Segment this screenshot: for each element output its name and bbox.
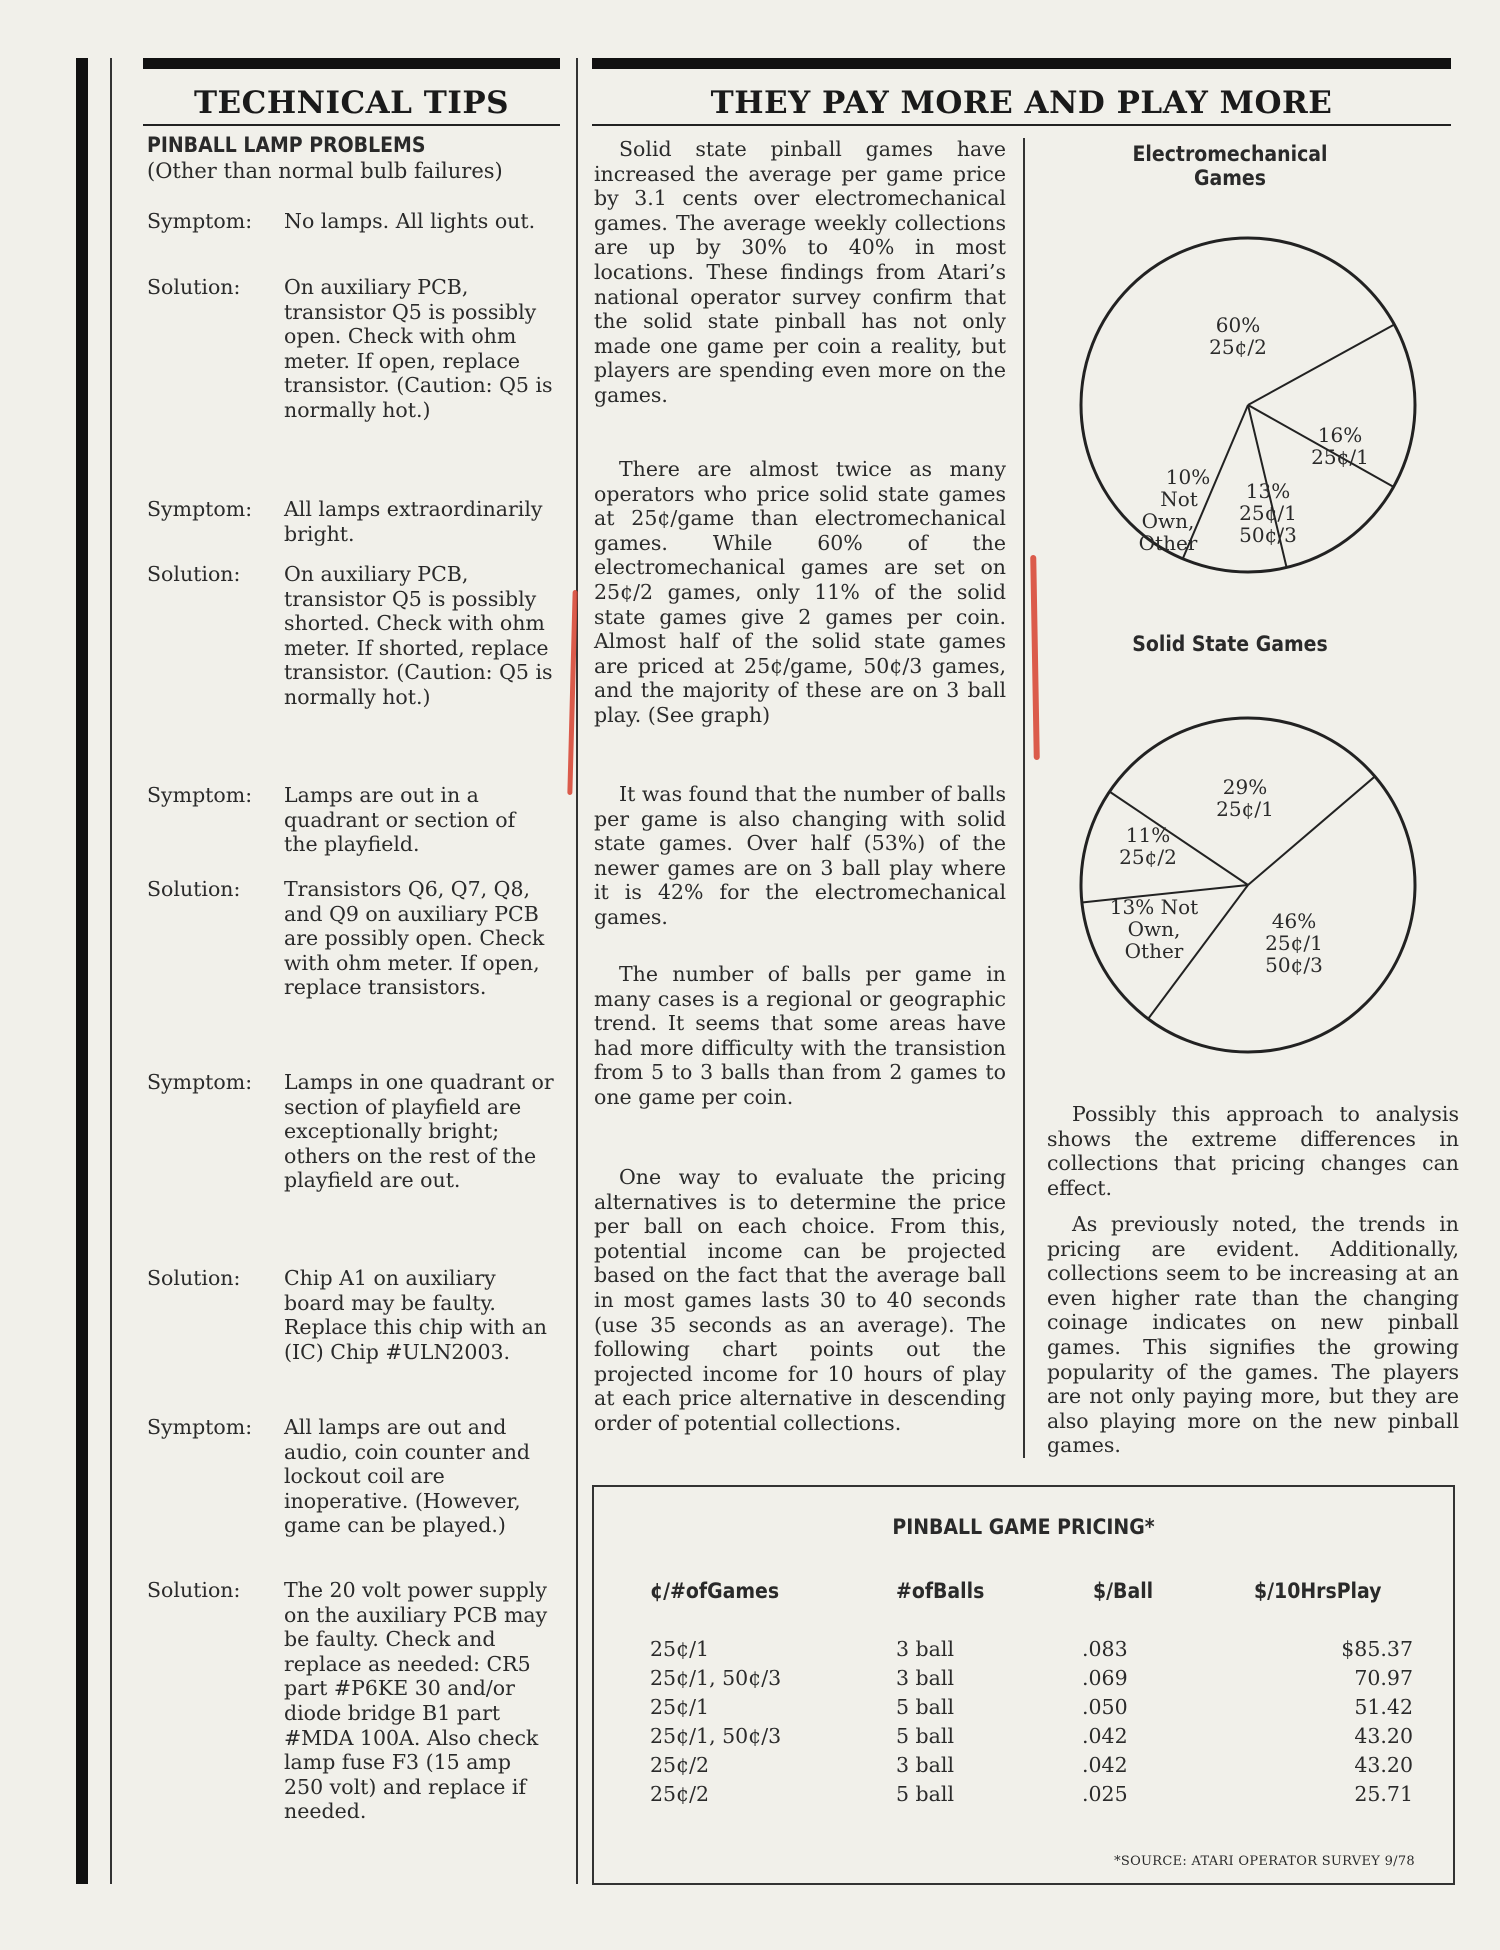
tip-label: Symptom: — [147, 783, 253, 807]
pricing-table — [592, 1485, 1455, 1885]
pie-label-percent: 60% — [1215, 313, 1261, 337]
article-paragraph: Solid state pinball games have increased the average per game price by 3.1 cents over electromechanical games. The average weekly collections are up by 30% to 40% in most locations. These findings from Atari’s national operator survey confirm that the solid state pinball has not only made one game per coin a reality, but players are spending even more on the games. — [594, 137, 1006, 407]
tip-text: On auxiliary PCB, transistor Q5 is possibly open. Check with ohm meter. If open, replace transistor. (Caution: Q5 is normally hot.) — [284, 275, 553, 422]
pie-label-text: Other — [1124, 939, 1184, 963]
table-cell: 5 ball — [896, 1724, 955, 1748]
tip-label: Symptom: — [147, 1415, 253, 1439]
table-cell: 3 ball — [896, 1637, 955, 1661]
pie-label-percent: 46% — [1271, 909, 1317, 933]
tip-label: Solution: — [147, 275, 241, 299]
table-cell: 43.20 — [1354, 1753, 1413, 1777]
table-cell: 51.42 — [1354, 1695, 1413, 1719]
pie1-label-10 — [1118, 466, 1218, 554]
pie-slices — [1081, 718, 1415, 1052]
pie-label-text: Own, — [1141, 509, 1195, 533]
pie-label-percent: 11% — [1125, 823, 1171, 847]
pie1-label-16 — [1290, 424, 1390, 468]
tip-text: Transistors Q6, Q7, Q8, and Q9 on auxiliary PCB are possibly open. Check with ohm meter. If open, replace transistors. — [284, 877, 545, 1000]
pie2-label-11 — [1098, 824, 1198, 868]
table-cell: $85.37 — [1341, 1637, 1413, 1661]
pie-title-electromechanical: Electromechanical Games — [1132, 142, 1328, 190]
pie-label-price: 25¢/1 — [1311, 445, 1369, 469]
table-cell: 70.97 — [1354, 1666, 1413, 1690]
top-bar-left — [143, 58, 560, 69]
subnote: (Other than normal bulb failures) — [147, 159, 503, 183]
table-cell: 25¢/1 — [650, 1695, 710, 1719]
table-cell: .042 — [1082, 1724, 1128, 1748]
table-title: PINBALL GAME PRICING* — [892, 1515, 1155, 1539]
table-cell: 3 ball — [896, 1666, 955, 1690]
section-title-technical-tips: TECHNICAL TIPS — [193, 85, 510, 121]
table-cell: 25¢/2 — [650, 1753, 710, 1777]
table-cell: 25¢/1, 50¢/3 — [650, 1724, 782, 1748]
tip-label: Solution: — [147, 877, 241, 901]
tip-text: The 20 volt power supply on the auxiliary PCB may be faulty. Check and replace as needed: CR5 part #P6KE 30 and/or diode bridge B1 part #MDA 100A. Also check lamp fuse F3 (15 amp 250 volt) and replace if needed. — [284, 1578, 548, 1824]
table-cell: 43.20 — [1354, 1724, 1413, 1748]
pie-label-percent: 13% — [1245, 479, 1291, 503]
tip-text: Lamps in one quadrant or section of playfield are exceptionally bright; others on the rest of the playfield are out. — [284, 1070, 554, 1193]
column-divider — [1023, 138, 1025, 1458]
article-paragraph: It was found that the number of balls per game is also changing with solid state games. Over half (53%) of the newer games are on 3 ball play where it is 42% for the electromechanical games. — [594, 782, 1006, 929]
pie-label-percent: 29% — [1222, 775, 1268, 799]
pie-label-price: 25¢/1 — [1239, 501, 1297, 525]
subhead: PINBALL LAMP PROBLEMS — [147, 133, 426, 157]
pie-label-text: 13% Not — [1109, 895, 1199, 919]
tip-label: Solution: — [147, 562, 241, 586]
pie-label-text: Own, — [1127, 917, 1181, 941]
tip-text: All lamps are out and audio, coin counter and lockout coil are inoperative. (However, game can be played.) — [284, 1415, 531, 1538]
pie-label-price: 25¢/1 — [1265, 931, 1323, 955]
article-paragraph: As previously noted, the trends in pricing are evident. Additionally, collections seem to be increasing at an even higher rate than the changing coinage indicates on new pinball games. This signifies the growing popularity of the games. The players are not only paying more, but they are also playing more on the new pinball games. — [1047, 1212, 1459, 1458]
pie-label-percent: 16% — [1317, 423, 1363, 447]
pie-label-price: 50¢/3 — [1239, 523, 1297, 547]
table-cell: 25.71 — [1354, 1782, 1413, 1806]
pie2-label-29 — [1195, 776, 1295, 820]
table-cell: .083 — [1082, 1637, 1128, 1661]
table-cell: .069 — [1082, 1666, 1128, 1690]
title-underline — [143, 124, 560, 126]
pie-label-price: 50¢/3 — [1265, 953, 1323, 977]
column-divider — [576, 58, 578, 1884]
table-header: $/Ball — [1093, 1579, 1154, 1603]
title-underline — [592, 124, 1451, 126]
pie-label-percent: 10% — [1165, 465, 1211, 489]
article-paragraph: One way to evaluate the pricing alternatives is to determine the price per ball on each choice. From this, potential income can be projected based on the fact that the average ball in most games lasts 30 to 40 seconds (use 35 seconds as an average). The following chart points out the projected income for 10 hours of play at each price alternative in descending order of potential collections. — [594, 1165, 1006, 1435]
tip-text: All lamps extraordinarily bright. — [284, 497, 543, 546]
table-source-note: *SOURCE: ATARI OPERATOR SURVEY 9/78 — [1114, 1854, 1415, 1869]
article-paragraph: There are almost twice as many operators who price solid state games at 25¢/game than electromechanical games. While 60% of the electromechanical games are set on 25¢/2 games, only 11% of the solid state games give 2 games per coin. Almost half of the solid state games are priced at 25¢/game, 50¢/3 games, and the majority of these are on 3 ball play. (See graph) — [594, 457, 1006, 727]
article-paragraph: Possibly this approach to analysis shows the extreme differences in collections that pricing changes can effect. — [1047, 1102, 1459, 1200]
tip-label: Symptom: — [147, 209, 253, 233]
pie-label-price: 25¢/2 — [1209, 335, 1267, 359]
table-cell: 3 ball — [896, 1753, 955, 1777]
table-header: $/10HrsPlay — [1254, 1579, 1382, 1603]
tip-text: No lamps. All lights out. — [284, 209, 536, 233]
tip-label: Solution: — [147, 1578, 241, 1602]
table-cell: .025 — [1082, 1782, 1128, 1806]
tip-text: Lamps are out in a quadrant or section of the playfield. — [284, 783, 516, 857]
column-divider — [110, 58, 112, 1884]
table-header: ¢/#ofGames — [650, 1579, 780, 1603]
article-paragraph: The number of balls per game in many cases is a regional or geographic trend. It seems that some areas have had more difficulty with the transistion from 5 to 3 balls than from 2 games to one game per coin. — [594, 962, 1006, 1109]
pie1-label-60 — [1188, 314, 1288, 358]
tip-text: On auxiliary PCB, transistor Q5 is possibly shorted. Check with ohm meter. If shorted, replace transistor. (Caution: Q5 is normally hot.) — [284, 562, 553, 709]
red-pen-mark — [1030, 555, 1040, 760]
pie-chart-solid-state — [1060, 710, 1435, 1060]
table-cell: 5 ball — [896, 1782, 955, 1806]
table-header: #ofBalls — [896, 1579, 985, 1603]
pie-title-solid-state: Solid State Games — [1132, 632, 1328, 656]
top-bar-right — [592, 58, 1451, 69]
table-cell: .050 — [1082, 1695, 1128, 1719]
tip-text: Chip A1 on auxiliary board may be faulty. Replace this chip with an (IC) Chip #ULN2003. — [284, 1266, 547, 1364]
pie2-label-46 — [1244, 910, 1344, 976]
table-cell: 25¢/2 — [650, 1782, 710, 1806]
tip-label: Symptom: — [147, 1070, 253, 1094]
pie2-label-13 — [1094, 896, 1214, 962]
pie1-label-13 — [1218, 480, 1318, 546]
pie-label-text: Other — [1138, 531, 1198, 555]
tip-label: Solution: — [147, 1266, 241, 1290]
pie-label-price: 25¢/2 — [1119, 845, 1177, 869]
table-cell: .042 — [1082, 1753, 1128, 1777]
left-margin-bar — [76, 58, 88, 1884]
tip-label: Symptom: — [147, 497, 253, 521]
section-title-article: THEY PAY MORE AND PLAY MORE — [710, 85, 1333, 121]
pie-label-text: Not — [1160, 487, 1198, 511]
table-cell: 25¢/1, 50¢/3 — [650, 1666, 782, 1690]
table-cell: 25¢/1 — [650, 1637, 710, 1661]
pie-label-price: 25¢/1 — [1216, 797, 1274, 821]
table-cell: 5 ball — [896, 1695, 955, 1719]
